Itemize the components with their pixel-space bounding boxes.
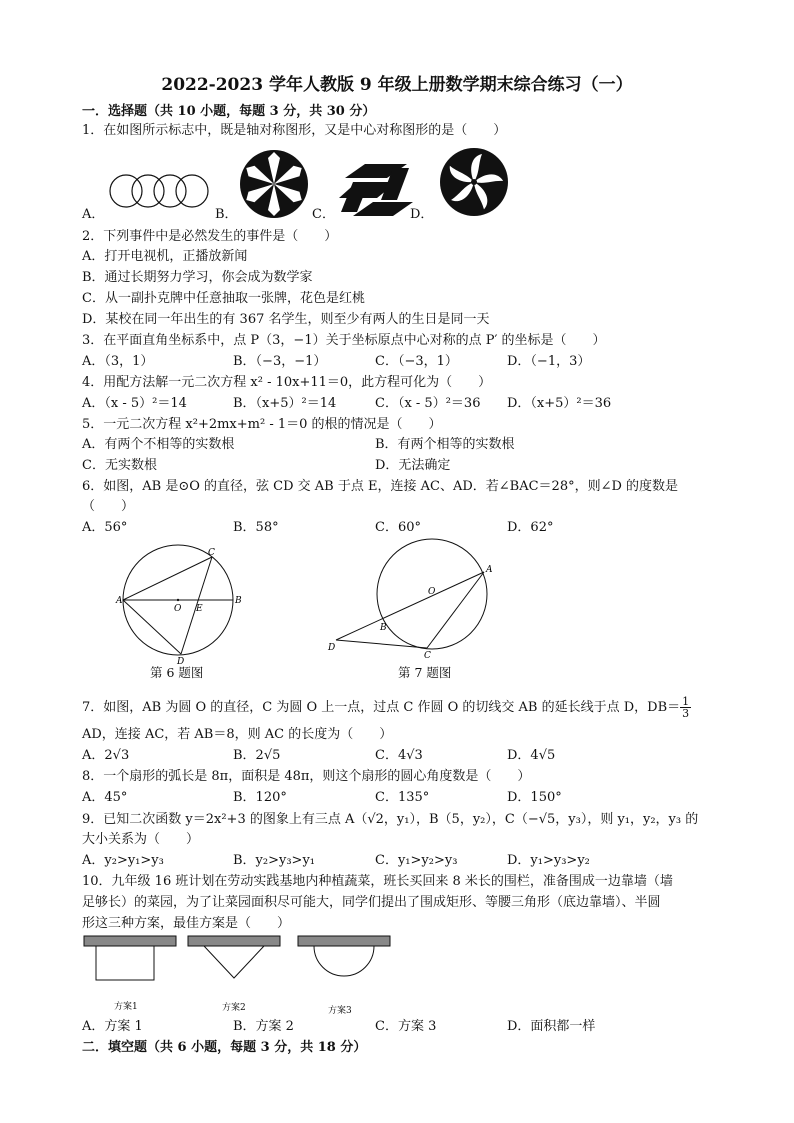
q4-stem: 4．用配方法解一元二次方程 x² - 10x+11＝0，此方程可化为（ ）	[82, 375, 492, 390]
page-title: 2022-2023 学年人教版 9 年级上册数学期末综合练习（一）	[161, 75, 633, 95]
q10-option-b: B．方案 2	[233, 1019, 294, 1034]
q2-option-b: B．通过长期努力学习，你会成为数学家	[82, 270, 313, 285]
q7-stem-text: 7．如图，AB 为圆 O 的直径，C 为圆 O 上一点，过点 C 作圆 O 的切线交 AB 的延长线于点 D，DB＝	[82, 700, 681, 715]
q8-option-c: C．135°	[375, 790, 430, 805]
figure-7-circle-diagram	[322, 540, 497, 661]
q8-option-a: A．45°	[82, 790, 128, 805]
q10-stem-cont1: 足够长）的菜园，为了让菜园面积尽可能大，同学们提出了围成矩形、等腰三角形（底边靠墙）、半圆	[82, 895, 661, 910]
q7-frac-num: 1	[682, 695, 690, 708]
q7-option-d: D．4√5	[507, 748, 556, 763]
q3-option-c: C．（−3，1）	[375, 354, 458, 369]
fig7-label-d: D	[328, 643, 336, 653]
q2-option-a: A．打开电视机，正播放新闻	[82, 249, 248, 264]
q3-option-a: A．（3，1）	[82, 354, 154, 369]
fig6-label-b: B	[235, 596, 242, 606]
q4-option-d: D．（x+5）²＝36	[507, 396, 612, 411]
q7-frac-den: 3	[682, 707, 690, 720]
q5-option-d: D．无法确定	[375, 458, 451, 473]
q3-option-d: D．（−1，3）	[507, 354, 591, 369]
q5-stem: 5．一元二次方程 x²+2mx+m² - 1＝0 的根的情况是（ ）	[82, 417, 442, 432]
q1-stem: 1．在如图所示标志中，既是轴对称图形，又是中心对称图形的是（ ）	[82, 123, 507, 138]
q9-option-b: B．y₂>y₃>y₁	[233, 853, 316, 868]
q10-option-c: C．方案 3	[375, 1019, 437, 1034]
q1-option-b: B．	[215, 207, 238, 222]
q10-plan1-label: 方案1	[114, 1002, 138, 1012]
section2-heading: 二．填空题（共 6 小题，每题 3 分，共 18 分）	[82, 1040, 367, 1055]
q7-fraction	[680, 696, 691, 719]
figure-7-caption: 第 7 题图	[398, 665, 452, 680]
q6-stem-bracket: （ ）	[82, 499, 135, 514]
q5-option-a: A．有两个不相等的实数根	[82, 437, 235, 452]
q10-plan2-label: 方案2	[222, 1003, 246, 1013]
q10-plan3-label: 方案3	[328, 1006, 352, 1016]
q9-option-a: A．y₂>y₁>y₃	[82, 853, 164, 868]
q6-option-c: C．60°	[375, 520, 421, 535]
fig6-label-o: O	[174, 604, 182, 614]
fig6-label-e: E	[196, 604, 203, 614]
q10-plan2-triangle-figure	[186, 934, 282, 984]
q6-option-d: D．62°	[507, 520, 554, 535]
q3-stem: 3．在平面直角坐标系中，点 P（3，−1）关于坐标原点中心对称的点 P′ 的坐标是（ ）	[82, 333, 606, 348]
q8-option-d: D．150°	[507, 790, 562, 805]
q8-option-b: B．120°	[233, 790, 287, 805]
q10-plan1-rectangle-figure	[82, 934, 178, 984]
q7-stem-cont: AD，连接 AC，若 AB＝8，则 AC 的长度为（ ）	[82, 727, 393, 742]
q4-option-c: C．（x - 5）²＝36	[375, 396, 481, 411]
q5-option-c: C．无实数根	[82, 458, 157, 473]
q4-option-b: B．（x+5）²＝14	[233, 396, 337, 411]
q9-stem: 9．已知二次函数 y＝2x²+3 的图象上有三点 A（√2，y₁），B（5，y₂），C（−√5，y₃），则 y₁，y₂，y₃ 的	[82, 812, 699, 827]
q1-figure-b-star-badge-icon	[238, 148, 310, 220]
q2-option-d: D．某校在同一年出生的有 367 名学生，则至少有两人的生日是同一天	[82, 312, 490, 327]
q10-stem-cont2: 形这三种方案，最佳方案是（ ）	[82, 916, 291, 931]
q10-option-d: D．面积都一样	[507, 1019, 596, 1034]
q7-option-a: A．2√3	[82, 748, 130, 763]
fig7-label-b: B	[380, 623, 387, 633]
q2-option-c: C．从一副扑克牌中任意抽取一张牌，花色是红桃	[82, 291, 365, 306]
q6-option-b: B．58°	[233, 520, 279, 535]
q1-option-c: C．	[312, 207, 335, 222]
q4-option-a: A．（x - 5）²＝14	[82, 396, 187, 411]
q5-option-b: B．有两个相等的实数根	[375, 437, 515, 452]
q1-figure-d-bauhinia-icon	[438, 146, 510, 218]
q9-option-c: C．y₁>y₂>y₃	[375, 853, 458, 868]
figure-6-caption: 第 6 题图	[150, 665, 204, 680]
q9-option-d: D．y₁>y₃>y₂	[507, 853, 590, 868]
figure-6-circle-diagram	[115, 545, 245, 665]
fig6-label-d: D	[177, 657, 185, 667]
q6-stem: 6．如图，AB 是⊙O 的直径，弦 CD 交 AB 于点 E，连接 AC、AD．若∠BAC＝28°，则∠D 的度数是	[82, 479, 679, 494]
q6-option-a: A．56°	[82, 520, 128, 535]
q10-option-a: A．方案 1	[82, 1019, 143, 1034]
q8-stem: 8．一个扇形的弧长是 8π，面积是 48π，则这个扇形的圆心角度数是（ ）	[82, 769, 531, 784]
fig6-label-c: C	[208, 548, 215, 558]
q3-option-b: B．（−3，−1）	[233, 354, 327, 369]
q7-option-b: B．2√5	[233, 748, 281, 763]
section1-heading: 一．选择题（共 10 小题，每题 3 分，共 30 分）	[82, 104, 376, 119]
fig7-label-o: O	[428, 587, 436, 597]
q7-stem	[82, 696, 691, 719]
fig6-label-a: A	[116, 596, 123, 606]
fig7-label-a: A	[486, 565, 493, 575]
q1-figure-a-rings-icon	[105, 170, 215, 212]
q1-figure-c-s-logo-icon	[335, 160, 415, 220]
q2-stem: 2．下列事件中是必然发生的事件是（ ）	[82, 229, 338, 244]
q10-stem: 10．九年级 16 班计划在劳动实践基地内种植蔬菜，班长买回来 8 米长的围栏，准备围成一边靠墙（墙	[82, 874, 673, 889]
fig7-label-c: C	[424, 651, 431, 661]
q9-stem-cont: 大小关系为（ ）	[82, 832, 200, 847]
q10-plan3-semicircle-figure	[296, 934, 392, 984]
q7-option-c: C．4√3	[375, 748, 423, 763]
q1-option-a: A．	[82, 207, 105, 222]
q1-option-d: D．	[410, 207, 434, 222]
